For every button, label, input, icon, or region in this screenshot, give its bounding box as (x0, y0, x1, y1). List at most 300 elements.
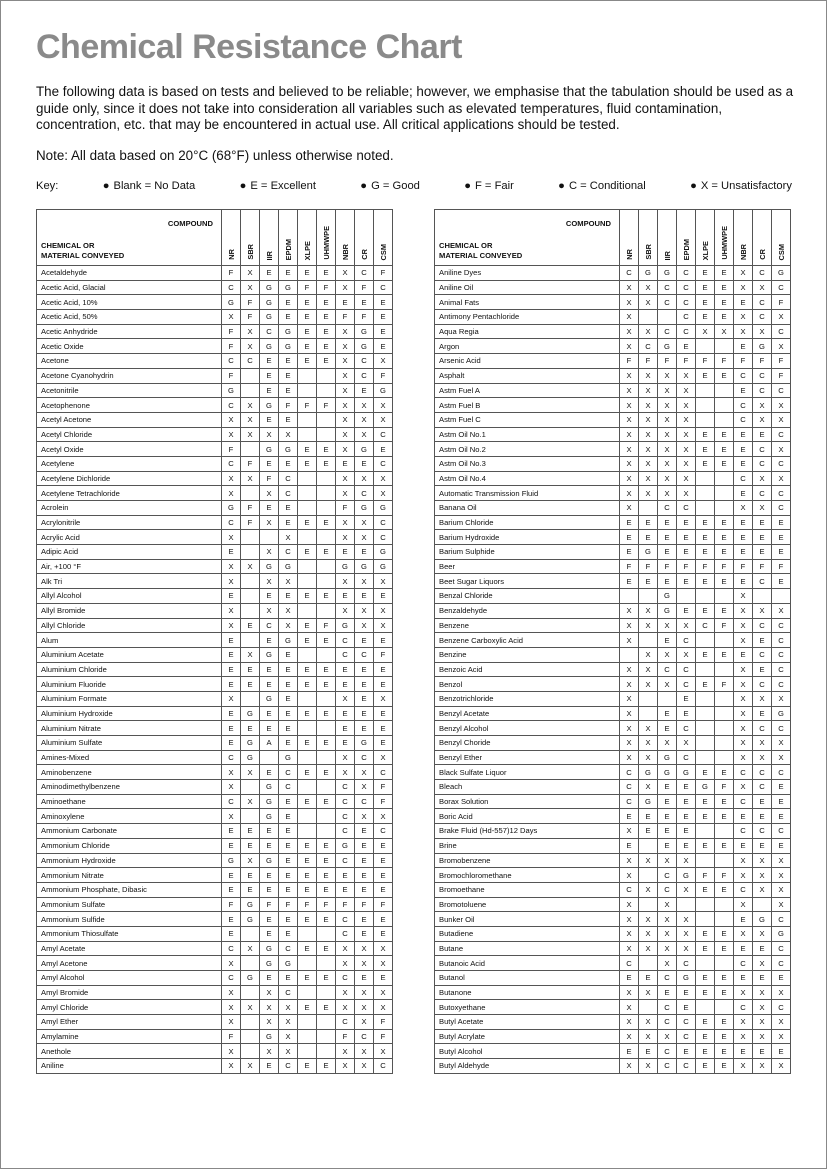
chemical-name: Asphalt (435, 368, 620, 383)
rating-cell: E (715, 1044, 734, 1059)
chemical-name: Butoxyethane (435, 1000, 620, 1015)
rating-cell: X (620, 295, 639, 310)
rating-cell: X (734, 310, 753, 325)
rating-cell: E (753, 794, 772, 809)
rating-cell: F (715, 868, 734, 883)
rating-cell: E (298, 295, 317, 310)
rating-cell: X (222, 1044, 241, 1059)
rating-cell: E (298, 941, 317, 956)
rating-cell (696, 339, 715, 354)
chemical-name: Amyl Alcohol (37, 971, 222, 986)
rating-cell: F (677, 559, 696, 574)
rating-cell: X (677, 853, 696, 868)
rating-cell: E (355, 295, 374, 310)
rating-cell: E (696, 765, 715, 780)
rating-cell: X (658, 398, 677, 413)
rating-cell: F (753, 559, 772, 574)
rating-cell: E (753, 706, 772, 721)
rating-cell: C (279, 1059, 298, 1074)
table-row (435, 1044, 791, 1059)
rating-cell (696, 721, 715, 736)
rating-cell: X (772, 412, 791, 427)
rating-cell: X (715, 324, 734, 339)
rating-cell: G (260, 956, 279, 971)
rating-cell: X (639, 1015, 658, 1030)
table-row (435, 354, 791, 369)
rating-cell: G (677, 765, 696, 780)
rating-cell: X (639, 647, 658, 662)
rating-cell: X (677, 882, 696, 897)
chemical-name: Beet Sugar Liquors (435, 574, 620, 589)
rating-cell: X (734, 736, 753, 751)
chemical-name: Benzol (435, 677, 620, 692)
rating-cell (298, 1015, 317, 1030)
rating-cell: C (336, 633, 355, 648)
rating-cell: C (222, 280, 241, 295)
rating-cell: E (279, 501, 298, 516)
rating-cell: G (772, 266, 791, 281)
chemical-name: Acetyl Oxide (37, 442, 222, 457)
rating-cell: X (658, 1029, 677, 1044)
chemical-name: Butyl Acrylate (435, 1029, 620, 1044)
rating-cell: E (734, 545, 753, 560)
rating-cell: G (222, 295, 241, 310)
rating-cell: X (658, 412, 677, 427)
rating-cell: X (336, 603, 355, 618)
rating-cell: C (734, 956, 753, 971)
rating-cell: X (260, 1044, 279, 1059)
table-row (37, 383, 393, 398)
rating-cell: X (753, 471, 772, 486)
rating-cell: C (374, 515, 393, 530)
rating-cell: E (374, 589, 393, 604)
rating-cell: G (260, 853, 279, 868)
rating-cell: E (374, 838, 393, 853)
rating-cell: C (734, 368, 753, 383)
rating-cell (696, 412, 715, 427)
rating-cell: E (317, 515, 336, 530)
rating-cell: E (317, 589, 336, 604)
rating-cell: X (620, 853, 639, 868)
rating-cell: E (355, 706, 374, 721)
rating-cell: X (677, 736, 696, 751)
table-row (37, 280, 393, 295)
table-row (435, 662, 791, 677)
rating-cell: F (222, 339, 241, 354)
rating-cell (241, 1044, 260, 1059)
rating-cell: G (753, 912, 772, 927)
rating-cell: C (355, 486, 374, 501)
chemical-name: Aniline Dyes (435, 266, 620, 281)
rating-cell (241, 809, 260, 824)
rating-cell: E (715, 574, 734, 589)
chemical-name: Barium Hydroxide (435, 530, 620, 545)
rating-cell: E (772, 515, 791, 530)
rating-cell: G (658, 765, 677, 780)
rating-cell: X (658, 677, 677, 692)
rating-cell (639, 633, 658, 648)
rating-cell: X (260, 985, 279, 1000)
rating-cell: E (298, 677, 317, 692)
column-header: NR (620, 210, 639, 266)
rating-cell (753, 897, 772, 912)
rating-cell: E (734, 427, 753, 442)
table-row (37, 736, 393, 751)
rating-cell: E (658, 530, 677, 545)
rating-cell: X (772, 471, 791, 486)
rating-cell (317, 368, 336, 383)
rating-cell: C (772, 633, 791, 648)
rating-cell (317, 780, 336, 795)
rating-cell: G (241, 736, 260, 751)
rating-cell: X (639, 398, 658, 413)
table-row (37, 838, 393, 853)
rating-cell: E (355, 971, 374, 986)
chemical-name: Beer (435, 559, 620, 574)
rating-cell: C (222, 398, 241, 413)
table-row (435, 442, 791, 457)
rating-cell: E (658, 721, 677, 736)
rating-cell: E (222, 662, 241, 677)
rating-cell: X (620, 368, 639, 383)
rating-cell: C (336, 912, 355, 927)
rating-cell: X (374, 354, 393, 369)
rating-cell: C (677, 662, 696, 677)
rating-cell: E (658, 515, 677, 530)
rating-cell: X (241, 398, 260, 413)
table-row (37, 1059, 393, 1074)
rating-cell: X (677, 383, 696, 398)
chemical-name: Astm Fuel A (435, 383, 620, 398)
table-row (435, 618, 791, 633)
rating-cell: E (753, 545, 772, 560)
rating-cell: X (772, 853, 791, 868)
rating-cell (317, 721, 336, 736)
chemical-name: Acetone (37, 354, 222, 369)
rating-cell: F (734, 354, 753, 369)
rating-cell: E (734, 530, 753, 545)
rating-cell: E (696, 456, 715, 471)
rating-cell: E (374, 721, 393, 736)
rating-cell: E (620, 1044, 639, 1059)
rating-cell: X (734, 750, 753, 765)
rating-cell: X (222, 530, 241, 545)
rating-cell: E (298, 339, 317, 354)
rating-cell: F (222, 1029, 241, 1044)
rating-cell: X (222, 780, 241, 795)
rating-cell: E (734, 486, 753, 501)
rating-cell: X (734, 603, 753, 618)
rating-cell: X (734, 280, 753, 295)
rating-cell: F (374, 897, 393, 912)
chemical-name: Benzotrichloride (435, 691, 620, 706)
rating-cell: E (715, 838, 734, 853)
rating-cell: C (734, 882, 753, 897)
rating-cell: E (677, 838, 696, 853)
rating-cell: E (298, 882, 317, 897)
column-header: XLPE (298, 210, 317, 266)
rating-cell: X (677, 912, 696, 927)
rating-cell: X (772, 691, 791, 706)
rating-cell: X (753, 926, 772, 941)
rating-cell: E (677, 691, 696, 706)
rating-cell: E (753, 971, 772, 986)
key-item: ● E = Excellent (239, 180, 316, 192)
rating-cell: G (658, 339, 677, 354)
rating-cell: E (620, 545, 639, 560)
column-header: NBR (336, 210, 355, 266)
rating-cell: X (753, 398, 772, 413)
rating-cell (715, 706, 734, 721)
rating-cell: E (279, 691, 298, 706)
rating-cell: G (355, 559, 374, 574)
table-row (37, 412, 393, 427)
rating-cell: G (241, 971, 260, 986)
rating-cell: C (336, 794, 355, 809)
rating-cell: E (696, 809, 715, 824)
rating-cell: F (222, 324, 241, 339)
rating-cell: X (336, 956, 355, 971)
chemical-name: Amyl Chloride (37, 1000, 222, 1015)
rating-cell: C (753, 456, 772, 471)
rating-cell (241, 956, 260, 971)
rating-cell: X (355, 1059, 374, 1074)
rating-cell: X (222, 618, 241, 633)
column-header: IIR (658, 210, 677, 266)
chemical-name: Acetonitrile (37, 383, 222, 398)
rating-cell: X (620, 677, 639, 692)
rating-cell: G (639, 266, 658, 281)
rating-cell: G (336, 559, 355, 574)
chemical-name: Amyl Acetone (37, 956, 222, 971)
rating-cell: E (222, 824, 241, 839)
rating-cell: E (696, 368, 715, 383)
table-row (435, 456, 791, 471)
rating-cell: X (336, 471, 355, 486)
chemical-name: Ammonium Carbonate (37, 824, 222, 839)
rating-cell: E (715, 530, 734, 545)
rating-cell: E (374, 310, 393, 325)
rating-cell: F (715, 559, 734, 574)
rating-cell: X (279, 1044, 298, 1059)
rating-cell: X (620, 662, 639, 677)
rating-cell: X (336, 354, 355, 369)
chemical-name: Benzal Chloride (435, 589, 620, 604)
rating-cell: E (658, 838, 677, 853)
rating-cell (696, 486, 715, 501)
rating-cell: X (374, 471, 393, 486)
rating-cell: E (753, 515, 772, 530)
chemical-name: Astm Oil No.2 (435, 442, 620, 457)
rating-cell: E (279, 456, 298, 471)
rating-cell: E (336, 736, 355, 751)
table-row (435, 471, 791, 486)
rating-cell: X (639, 456, 658, 471)
column-header: IIR (260, 210, 279, 266)
rating-cell: X (260, 515, 279, 530)
table-row (37, 941, 393, 956)
rating-cell: X (355, 574, 374, 589)
rating-cell: X (241, 412, 260, 427)
rating-cell: X (620, 486, 639, 501)
rating-cell (715, 824, 734, 839)
rating-cell: X (753, 736, 772, 751)
rating-cell (241, 368, 260, 383)
rating-cell: E (241, 824, 260, 839)
chemical-name: Astm Fuel B (435, 398, 620, 413)
chemical-name: Acetic Oxide (37, 339, 222, 354)
rating-cell (241, 383, 260, 398)
rating-cell: C (222, 941, 241, 956)
rating-cell: G (772, 926, 791, 941)
rating-cell: E (317, 941, 336, 956)
rating-cell: E (336, 721, 355, 736)
rating-cell: F (715, 618, 734, 633)
rating-cell: F (620, 354, 639, 369)
rating-cell (317, 559, 336, 574)
rating-cell: E (753, 809, 772, 824)
rating-cell: X (677, 442, 696, 457)
rating-cell: G (677, 971, 696, 986)
rating-cell: X (753, 324, 772, 339)
rating-cell: X (336, 1059, 355, 1074)
rating-cell: X (658, 486, 677, 501)
rating-cell: X (355, 471, 374, 486)
rating-cell: E (658, 780, 677, 795)
chemical-name: Barium Sulphide (435, 545, 620, 560)
rating-cell: F (317, 897, 336, 912)
column-header: EPDM (677, 210, 696, 266)
rating-cell: X (639, 721, 658, 736)
rating-cell: E (279, 794, 298, 809)
rating-cell: E (696, 838, 715, 853)
rating-cell: X (279, 603, 298, 618)
rating-cell: E (355, 853, 374, 868)
rating-cell: C (772, 324, 791, 339)
rating-cell: E (222, 721, 241, 736)
table-row (37, 706, 393, 721)
rating-cell (715, 1000, 734, 1015)
chemical-name: Aqua Regia (435, 324, 620, 339)
rating-cell: X (639, 677, 658, 692)
chemical-name: Ammonium Thiosulfate (37, 926, 222, 941)
rating-cell: E (374, 912, 393, 927)
rating-cell: E (772, 574, 791, 589)
table-row (435, 868, 791, 883)
column-header: UHMWPE (317, 210, 336, 266)
rating-cell: X (355, 603, 374, 618)
chemical-name: Borax Solution (435, 794, 620, 809)
rating-cell: E (298, 1059, 317, 1074)
rating-cell: X (753, 1029, 772, 1044)
rating-cell: X (639, 486, 658, 501)
rating-cell: C (222, 794, 241, 809)
rating-cell: E (260, 354, 279, 369)
rating-cell: E (298, 310, 317, 325)
rating-cell (696, 853, 715, 868)
rating-cell: F (772, 354, 791, 369)
rating-cell: C (374, 1059, 393, 1074)
rating-cell: E (639, 530, 658, 545)
rating-cell: C (355, 647, 374, 662)
table-row (37, 794, 393, 809)
rating-cell: X (241, 266, 260, 281)
rating-cell: G (260, 794, 279, 809)
chemical-name: Amyl Bromide (37, 985, 222, 1000)
key-item: ● C = Conditional (558, 180, 646, 192)
table-row (435, 971, 791, 986)
rating-cell: E (298, 794, 317, 809)
rating-cell: C (279, 486, 298, 501)
rating-cell: X (355, 941, 374, 956)
rating-cell: E (658, 633, 677, 648)
rating-cell (298, 750, 317, 765)
table-row (435, 427, 791, 442)
rating-cell: E (298, 662, 317, 677)
column-header: SBR (639, 210, 658, 266)
rating-cell: X (753, 750, 772, 765)
rating-cell: E (317, 442, 336, 457)
rating-cell: C (355, 368, 374, 383)
chemical-name: Butanol (435, 971, 620, 986)
rating-cell: G (260, 295, 279, 310)
chemical-name: Alum (37, 633, 222, 648)
rating-cell (696, 691, 715, 706)
rating-cell: E (336, 706, 355, 721)
rating-cell: X (753, 1059, 772, 1074)
rating-cell: X (355, 985, 374, 1000)
rating-cell (639, 1000, 658, 1015)
page-title: Chemical Resistance Chart (36, 28, 462, 66)
rating-cell: E (336, 662, 355, 677)
table-row (435, 985, 791, 1000)
rating-cell: E (279, 809, 298, 824)
rating-cell: E (677, 545, 696, 560)
rating-cell: X (753, 956, 772, 971)
rating-cell: G (658, 266, 677, 281)
rating-cell: E (298, 456, 317, 471)
rating-cell: X (734, 868, 753, 883)
chemical-name: Arsenic Acid (435, 354, 620, 369)
rating-cell: E (620, 530, 639, 545)
rating-cell: X (639, 662, 658, 677)
rating-cell: C (222, 971, 241, 986)
rating-cell: X (620, 398, 639, 413)
table-row (37, 501, 393, 516)
rating-cell: X (734, 1015, 753, 1030)
rating-cell: C (260, 324, 279, 339)
rating-cell: C (374, 456, 393, 471)
rating-cell: E (298, 868, 317, 883)
rating-cell: X (260, 603, 279, 618)
rating-cell (298, 809, 317, 824)
table-row (37, 633, 393, 648)
note-text: Note: All data based on 20°C (68°F) unless otherwise noted. (36, 148, 394, 163)
table-row (37, 1029, 393, 1044)
rating-cell: E (715, 985, 734, 1000)
rating-cell: F (696, 868, 715, 883)
rating-cell: C (753, 765, 772, 780)
rating-cell: X (336, 383, 355, 398)
table-row (435, 589, 791, 604)
rating-cell (317, 486, 336, 501)
rating-cell: X (620, 691, 639, 706)
rating-cell (715, 471, 734, 486)
rating-cell: E (734, 838, 753, 853)
rating-cell: X (658, 926, 677, 941)
rating-cell: X (374, 985, 393, 1000)
rating-cell: X (772, 985, 791, 1000)
